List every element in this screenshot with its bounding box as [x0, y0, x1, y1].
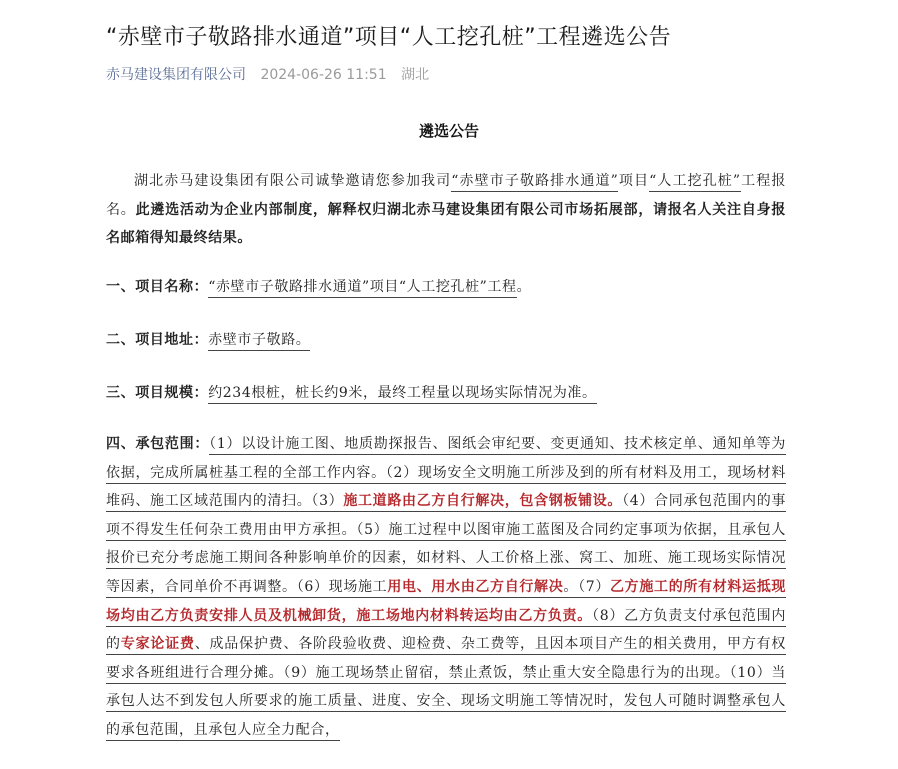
item-label: 四、承包范围： [106, 436, 210, 452]
highlight-red-text: 施工道路由乙方自行解决，包含钢板铺设。 [343, 493, 622, 512]
item-value: “赤壁市子敬路排水通道”项目“人工挖孔桩”工程 [208, 279, 516, 298]
publish-location: 湖北 [401, 67, 430, 83]
source-account-link[interactable]: 赤马建设集团有限公司 [106, 67, 246, 83]
scope-name-underlined: “人工挖孔桩” [649, 173, 741, 192]
highlight-red-text: 乙方施工的所有材料运抵现场均由乙方负责安排人员及机械卸货，施工场地内材料转运均由乙方负责。 [106, 579, 786, 627]
article-title: “赤壁市子敬路排水通道”项目“人工挖孔桩”工程遴选公告 [106, 25, 672, 50]
publish-datetime: 2024-06-26 11:51 [260, 67, 387, 83]
item-value: 约234根桩，桩长约9米，最终工程量以现场实际情况为准。 [208, 385, 596, 404]
highlight-red-text: 专家论证费 [121, 636, 195, 655]
notice-heading: 遴选公告 [418, 122, 479, 140]
item-label: 三、项目规模： [106, 385, 209, 401]
intro-paragraph: 湖北赤马建设集团有限公司诚挚邀请您参加我司“赤壁市子敬路排水通道”项目“人工挖孔桩”工程报名。此遴选活动为企业内部制度，解释权归湖北赤马建设集团有限公司市场拓展部，请报名人关注自身报名邮箱得知最终结果。 [106, 173, 786, 247]
item-value: 赤壁市子敬路。 [208, 332, 310, 351]
highlight-red-text: 用电、用水由乙方自行解决 [387, 579, 563, 598]
item-label: 二、项目地址： [106, 332, 209, 348]
project-name-underlined: “赤壁市子敬路排水通道” [451, 173, 618, 192]
article-meta [106, 64, 439, 84]
item-project-scale [106, 379, 786, 408]
item-project-name: 一、项目名称：“赤壁市子敬路排水通道”项目“人工挖孔桩”工程。 [106, 273, 786, 302]
item-contract-scope: 四、承包范围：（1）以设计施工图、地质勘探报告、图纸会审纪要、变更通知、技术核定单、通知单等为依据，完成所属桩基工程的全部工作内容。（2）现场安全文明施工所涉及到的所有材料及用工，现场材料堆码、施工区域范围内的清扫。（3）施工道路由乙方自行解决，包含钢板铺设。（4）合同承包范围内的事项不得发生任何杂工费用由甲方承担。（5）施工过程中以图审施工蓝图及合同约定事项为依据，且承包人报价已充分考虑施工期间各种影响单价的因素，如材料、人工价格上涨、窝工、加班、施工现场实际情况等因素，合同单价不再调整。（6）现场施工用电、用水由乙方自行解决。（7）乙方施工的所有材料运抵现场均由乙方负责安排人员及机械卸货，施工场地内材料转运均由乙方负责。（8）乙方负责支付承包范围内的专家论证费、成品保护费、各阶段验收费、迎检费、杂工费等，且因本项目产生的相关费用，甲方有权要求各班组进行合理分摊。（9）施工现场禁止留宿，禁止煮饭，禁止重大安全隐患行为的出现。（10）当承包人达不到发包人所要求的施工质量、进度、安全、现场文明施工等情况时，发包人可随时调整承包人的承包范围，且承包人应全力配合， [106, 430, 786, 745]
intro-bold-text: 此遴选活动为企业内部制度，解释权归湖北赤马建设集团有限公司市场拓展部，请报名人关注自身报名邮箱得知最终结果。 [106, 201, 786, 247]
item-project-address [106, 326, 786, 355]
item-label: 一、项目名称： [106, 279, 209, 295]
